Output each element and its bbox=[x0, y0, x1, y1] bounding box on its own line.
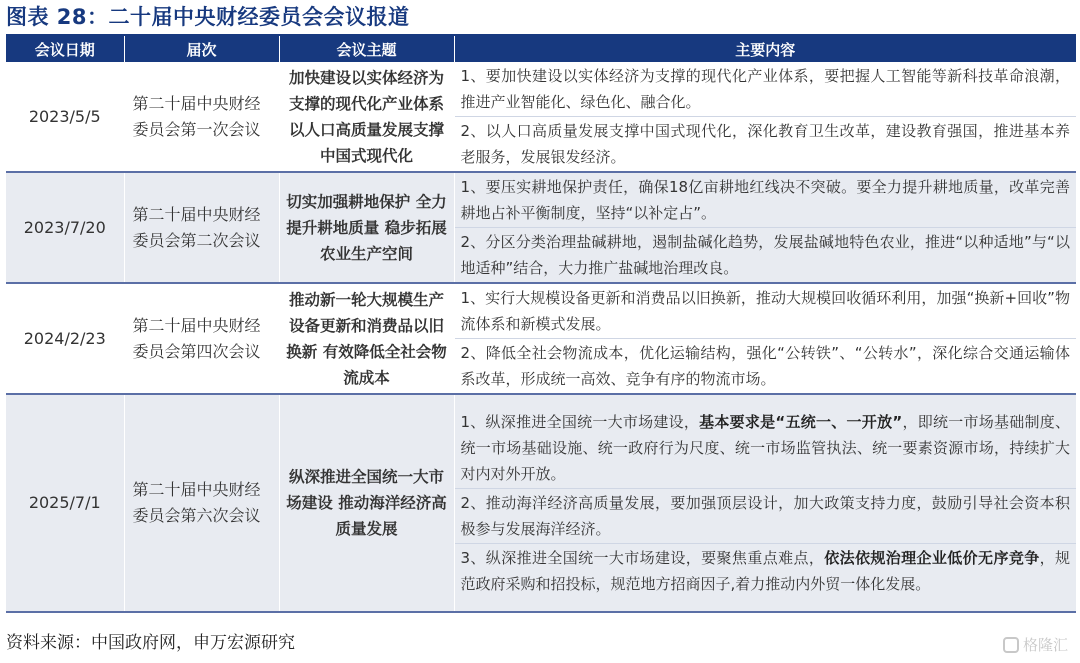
cell-date: 2023/5/5 bbox=[6, 62, 124, 172]
cell-theme: 切实加强耕地保护 全力提升耕地质量 稳步拓展农业生产空间 bbox=[279, 172, 454, 283]
content-item bbox=[455, 227, 1077, 282]
cell-content bbox=[454, 394, 1076, 612]
source-note: 资料来源：中国政府网，申万宏源研究 bbox=[6, 633, 295, 653]
content-item bbox=[455, 284, 1077, 338]
cell-session: 第二十届中央财经委员会第六次会议 bbox=[124, 394, 279, 612]
content-text: 1、纵深推进全国统一大市场建设， bbox=[460, 413, 700, 431]
content-item bbox=[455, 408, 1077, 488]
header-row bbox=[6, 36, 1076, 62]
content-emphasis: 基本要求是“五统一、一开放” bbox=[699, 413, 903, 431]
cell-session: 第二十届中央财经委员会第二次会议 bbox=[124, 172, 279, 283]
cell-content bbox=[454, 283, 1076, 394]
meeting-table bbox=[6, 36, 1076, 613]
content-text: 1、实行大规模设备更新和消费品以旧换新，推动大规模回收循环利用，加强“换新+回收”物流体系和新模式发展。 bbox=[460, 289, 1070, 333]
content-item bbox=[455, 173, 1077, 227]
content-emphasis: 依法依规治理企业低价无序竞争 bbox=[824, 549, 1040, 567]
cell-session: 第二十届中央财经委员会第一次会议 bbox=[124, 62, 279, 172]
table-row bbox=[6, 394, 1076, 612]
cell-date: 2023/7/20 bbox=[6, 172, 124, 283]
watermark-icon bbox=[1003, 637, 1019, 653]
table-row bbox=[6, 172, 1076, 283]
content-text: 2、分区分类治理盐碱耕地，遏制盐碱化趋势，发展盐碱地特色农业，推进“以种适地”与“以地适种”结合，大力推广盐碱地治理改良。 bbox=[460, 233, 1070, 277]
cell-session: 第二十届中央财经委员会第四次会议 bbox=[124, 283, 279, 394]
header-content: 主要内容 bbox=[454, 36, 1076, 62]
cell-date: 2024/2/23 bbox=[6, 283, 124, 394]
content-item bbox=[455, 62, 1077, 116]
watermark-text: 格隆汇 bbox=[1022, 636, 1068, 654]
header-session: 届次 bbox=[124, 36, 279, 62]
cell-date: 2025/7/1 bbox=[6, 394, 124, 612]
content-item bbox=[455, 543, 1077, 598]
content-text: ，规范政府采购和招投标，规范地方招商因子,着力推动内外贸一体化发展。 bbox=[460, 549, 1070, 593]
content-text: 1、要加快建设以实体经济为支撑的现代化产业体系，要把握人工智能等新科技革命浪潮，推进产业智能化、绿色化、融合化。 bbox=[460, 67, 1070, 111]
table-row bbox=[6, 283, 1076, 394]
content-item bbox=[455, 338, 1077, 393]
content-text: 3、纵深推进全国统一大市场建设，要聚焦重点难点， bbox=[460, 549, 825, 567]
content-text: ，即统一市场基础制度、统一市场基础设施、统一政府行为尺度、统一市场监管执法、统一要素资源市场，持续扩大对内对外开放。 bbox=[460, 413, 1070, 483]
content-item bbox=[455, 488, 1077, 543]
cell-theme: 加快建设以实体经济为支撑的现代化产业体系 以人口高质量发展支撑中国式现代化 bbox=[279, 62, 454, 172]
header-date: 会议日期 bbox=[6, 36, 124, 62]
cell-content bbox=[454, 172, 1076, 283]
watermark-logo bbox=[1003, 634, 1068, 655]
cell-content bbox=[454, 62, 1076, 172]
content-item bbox=[455, 116, 1077, 171]
content-text: 1、要压实耕地保护责任，确保18亿亩耕地红线决不突破。要全力提升耕地质量，改革完善耕地占补平衡制度，坚持“以补定占”。 bbox=[460, 178, 1070, 222]
header-theme: 会议主题 bbox=[279, 36, 454, 62]
cell-theme: 推动新一轮大规模生产设备更新和消费品以旧换新 有效降低全社会物流成本 bbox=[279, 283, 454, 394]
content-text: 2、以人口高质量发展支撑中国式现代化，深化教育卫生改革，建设教育强国，推进基本养老服务，发展银发经济。 bbox=[460, 122, 1070, 166]
cell-theme: 纵深推进全国统一大市场建设 推动海洋经济高质量发展 bbox=[279, 394, 454, 612]
table-row bbox=[6, 62, 1076, 172]
content-text: 2、推动海洋经济高质量发展，要加强顶层设计，加大政策支持力度，鼓励引导社会资本积极参与发展海洋经济。 bbox=[460, 494, 1070, 538]
figure-title: 图表 28：二十届中央财经委员会会议报道 bbox=[6, 5, 410, 29]
content-text: 2、降低全社会物流成本，优化运输结构，强化“公转铁”、“公转水”，深化综合交通运输体系改革，形成统一高效、竞争有序的物流市场。 bbox=[460, 344, 1070, 388]
